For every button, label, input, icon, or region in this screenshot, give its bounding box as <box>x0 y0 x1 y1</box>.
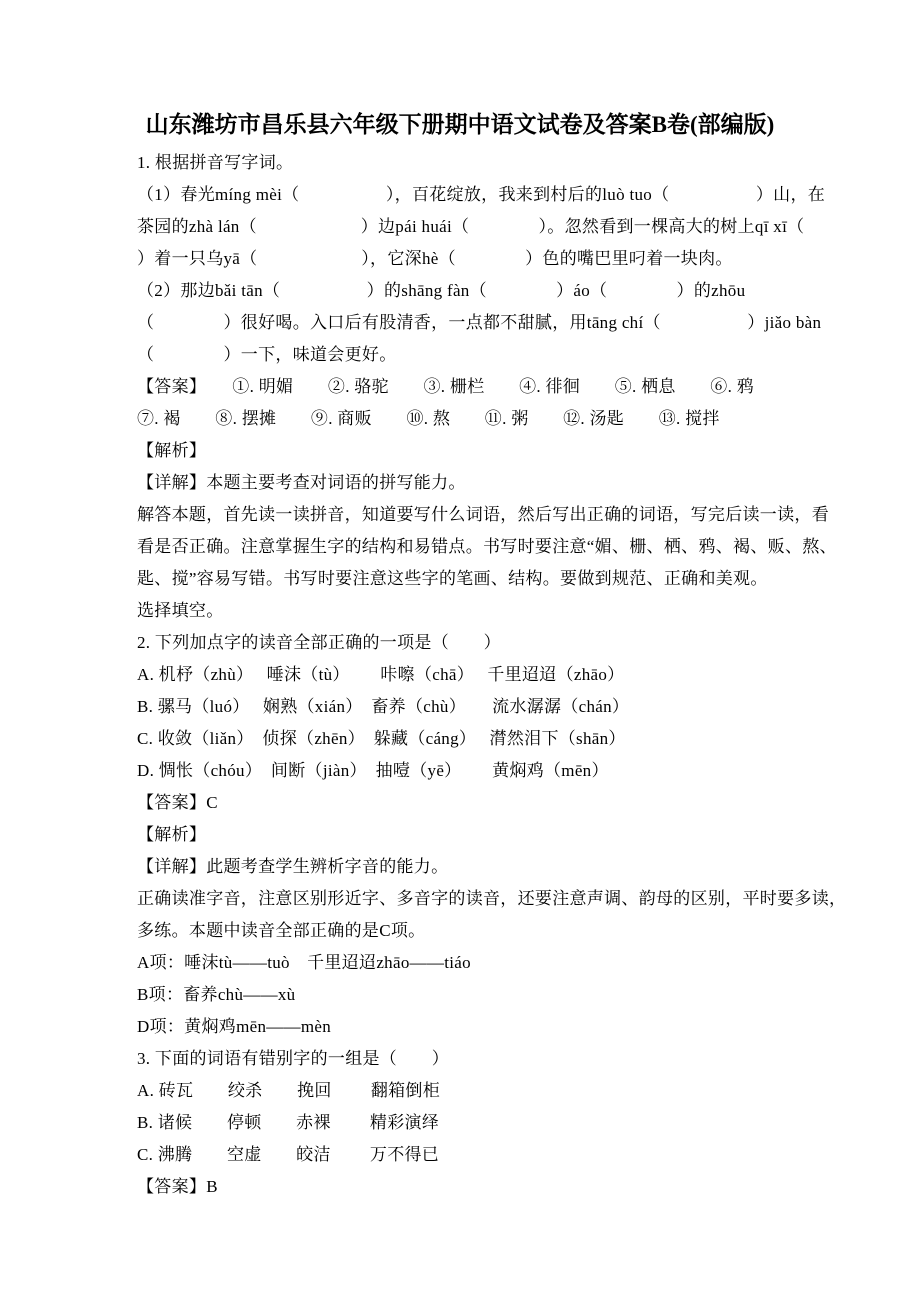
page-title: 山东潍坊市昌乐县六年级下册期中语文试卷及答案B卷(部编版) <box>145 112 775 137</box>
q1-answer-line: 【答案】 ①. 明媚 ②. 骆驼 ③. 栅栏 ④. 徘徊 ⑤. 栖息 ⑥. 鸦 <box>137 377 754 396</box>
q3-stem: 3. 下面的词语有错别字的一组是（ ） <box>137 1049 449 1068</box>
q1-detail-line: 匙、搅”容易写错。书写时要注意这些字的笔画、结构。要做到规范、正确和美观。 <box>137 569 768 588</box>
q2-option-b: B. 骡马（luó） 娴熟（xián） 畜养（chù） 流水潺潺（chán） <box>137 697 630 716</box>
document-body <box>137 147 897 1203</box>
q2-detail-line-b: B项：畜养chù——xù <box>137 985 296 1004</box>
q1-text-line: （2）那边bǎi tān（ ）的shāng fàn（ ）áo（ ）的zhōu <box>137 281 746 300</box>
q2-analysis-label: 【解析】 <box>137 825 207 844</box>
q3-option-a: A. 砖瓦 绞杀 挽回 翻箱倒柜 <box>137 1081 441 1100</box>
q1-detail-line: 解答本题，首先读一读拼音，知道要写什么词语，然后写出正确的词语，写完后读一读，看 <box>137 505 829 524</box>
q2-stem: 2. 下列加点字的读音全部正确的一项是（ ） <box>137 633 501 652</box>
q3-option-c: C. 沸腾 空虚 皎洁 万不得已 <box>137 1145 440 1164</box>
q2-detail-line-d: D项：黄焖鸡mēn——mèn <box>137 1017 332 1036</box>
q2-answer: 【答案】C <box>137 793 218 812</box>
q1-answer-line: ⑦. 褐 ⑧. 摆摊 ⑨. 商贩 ⑩. 熬 ⑪. 粥 ⑫. 汤匙 ⑬. 搅拌 <box>137 409 720 428</box>
q1-detail-line: 看是否正确。注意掌握生字的结构和易错点。书写时要注意“媚、栅、栖、鸦、褐、贩、熬、 <box>137 537 837 556</box>
q1-text-line: （ ）一下，味道会更好。 <box>137 345 397 364</box>
q1-text-line: （ ）很好喝。入口后有股清香，一点都不甜腻，用tāng chí（ ）jiǎo bàn <box>137 313 822 332</box>
q2-option-c: C. 收敛（liǎn） 侦探（zhēn） 躲藏（cáng） 潸然泪下（shān） <box>137 729 626 748</box>
q1-text-line: （1）春光míng mèi（ ），百花绽放，我来到村后的luò tuo（ ）山，在 <box>137 185 826 204</box>
q1-text-line: 茶园的zhà lán（ ）边pái huái（ ）。忽然看到一棵高大的树上qī xī（ <box>137 217 805 236</box>
q1-stem: 1. 根据拼音写字词。 <box>137 153 294 172</box>
q2-detail-line-a: A项：唾沫tù——tuò 千里迢迢zhāo——tiáo <box>137 953 471 972</box>
q2-detail-line: 多练。本题中读音全部正确的是C项。 <box>137 921 426 940</box>
q2-detail-line: 正确读准字音，注意区别形近字、多音字的读音，还要注意声调、韵母的区别，平时要多读， <box>137 889 847 908</box>
q3-answer: 【答案】B <box>137 1177 218 1196</box>
q2-option-a: A. 机杼（zhù） 唾沫（tù） 咔嚓（chā） 千里迢迢（zhāo） <box>137 665 625 684</box>
q1-analysis-label: 【解析】 <box>137 441 207 460</box>
q1-detail-line: 【详解】本题主要考查对词语的拼写能力。 <box>137 473 466 492</box>
section-label: 选择填空。 <box>137 601 224 620</box>
q2-detail-line: 【详解】此题考查学生辨析字音的能力。 <box>137 857 449 876</box>
q3-option-b: B. 诸候 停顿 赤裸 精彩演绎 <box>137 1113 440 1132</box>
q2-option-d: D. 惆怅（chóu） 间断（jiàn） 抽噎（yē） 黄焖鸡（mēn） <box>137 761 609 780</box>
q1-text-line: ）着一只乌yā（ ），它深hè（ ）色的嘴巴里叼着一块肉。 <box>137 249 733 268</box>
